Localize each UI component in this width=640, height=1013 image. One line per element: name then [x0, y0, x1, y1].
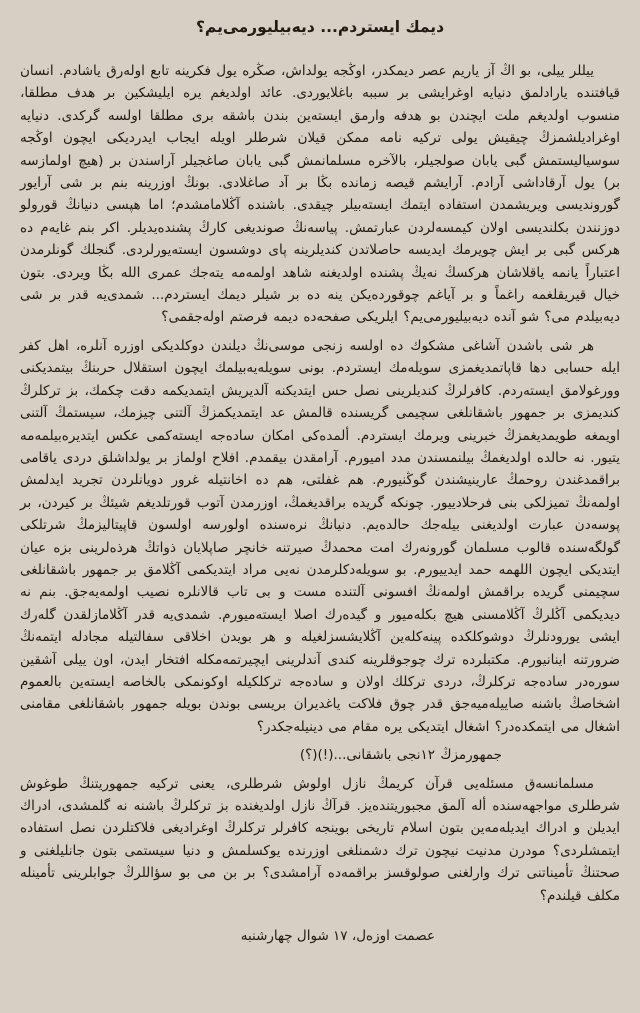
article-byline: عصمت اوزه‌ل، ١٧ شوال چهارشنبه	[240, 928, 435, 945]
article-paragraph-1: ييللر ييلى، بو اڭ آز ياريم عصر ديمكدر، اوڭجه يولداش، صڭره يول فكرينه تابع اوله‌رق ياشادم. انسان قيافتنده يارادلمق دنيايه اوغرايشى بر سببه باغلايوردى. عائد اولديغم يره ايليشكين بر هدف مطلقا، منسوب اولديغم ملت ايچندن بو هدفه وارمق ايسته‌ين بندن باشقه برى مطلقا اولسه گركدى. دنيايه اوغراديلشمزڭ چيقيش يولى تركيه نامه ممكن قيلان شرطلر اويله ايجاب ايدرديكى ايچون اوڭجه سوسياليستمش گبى يابان صولجيلر، بالآخره مسلمانمش گبى يابان صاغجيلر آراسندن بر (هيچ اولمازسه بر) يول آرقاداشى آرادم. آرايشم قيصه زمانده بڭا بر آد صاغلادى. بونڭ اوزرينه بنم بر شى آرايور گورونديسى ويريشمدن استفاده ايتمك ايسته‌بيلر چيقدى. باشنده آڭلامامشدم؛ اما هپسى دنيانڭ قورولو دوزنندن بكلنديسى اولان كيمسه‌لردن عبارتمش. پياسه‌نڭ صونديغى كارڭ پشنده‌يديلر. اكر بنم غايه‌م ده هركس گبى بر ايش چويرمك ايديسه حاصلاتدن كنديلرينه پاى دوشسون ايسته‌يورلردى. گنجلك گونلرمدن اعتباراً يانمه ياقلاشان هركسڭ نه‌يڭ پشنده اولديغنه شاهد اولمه‌مه يته‌جك عمرى الله بڭا ويردى. بتون خيال قيريقلغمه راغماً و بر آياغم چوقورده‌يكن ينه ده بر شيلر ديمك ايستردم... شمدى‌يه قدر بر شى ديه‌بيلدم مى؟ شو آنده ديه‌بيليورمى‌يم؟ ايلريكى صفحه‌ده ديمه فرصتم اوله‌جقمى؟	[20, 63, 620, 326]
article-paragraph-2: هر شى باشدن آشاغى مشكوك ده اولسه زنجى موسى‌نڭ ديلندن دوكلديكى اوزره آنلره، اهل كفر ايله حسابى دها قاپاتمديغمزى سويله‌مك ايستردم. بونى سويله‌يه‌بيلمك ايچون استقلال حربنڭ بيتمديكنى وورغولامق ايسته‌ردم. كافرلرڭ كنديلرينى نصل حس ايتديكنه آلديريش ايتمديكمه دقت چكمك، بز تركلرڭ كنديمزى بر جمهور باشقانلغى سچيمى گريسنده قالمش عد ايتمديكمزڭ آلتنى چيزمك، سيستمڭ آلتنى اويمغه طويمديغمزڭ خبرينى ويرمك ايستردم. ألمده‌كى امكان ساده‌جه ايسته‌كمى عكس ايتديره‌بيلمه‌مه يتيور. نه حالده اولديغمڭ بيلنمسندن مدد اميورم. آرامقدن بيقمدم. افلاح اولماز بر يولداشلق دردى ياقامى براقمدغندن روحمڭ عارينيشندن گوڭنيورم. هم غفلتى، هم ده اخانتيله غرور دويانلردن تجريد ايدلمش اولمه‌نڭ تميزلكى بنى فرحلادييور. چونكه گريده براقديغمڭ، اوزرمدن آتوب قورتلديغم شيئڭ بر كيردن، بر پوسه‌دن عبارت اولديغنى بيله‌جك حالده‌يم. دنيانڭ نره‌سنده اولورسه اولسون قاپيتاليزمڭ شرتلكى گولگه‌سنده قالوب مسلمان گورونه‌رك امت محمدڭ صيرتنه خانچر صاپلايان ذواتڭ هرذه‌لرينى بزه عيان ايتديكى ايچون اللهمه حمد ايدييورم. بو سويله‌دكلرمدن نه‌يى مراد ايتديكمى آڭلامق بر جمهور باشقانلغى سچيمنى گريده براقمش اولمه‌نڭ افسونى آلتنده مست و بى تاب قالانلره نصيب اولمه‌يه‌جق. بنم نه ديديكمى آڭلرڭ آڭلامسنى هيچ بكله‌ميور و گيده‌رك اصلا ايسته‌ميورم. شمدى‌يه قدر آڭلامازلقدن گله‌رك ايشى يورودنلرڭ دوشوكلكده پينه‌كله‌ين آڭلايشسزلغيله و هر بويدن اخلاقى سفالتيله مجادله ايتمه‌نڭ ضرورتنه اينانيورم. مكتبلرده ترك چوجوقلرينه كندى آندلرينى ايچيرتمه‌مكله افتخار ايدن، اون ييلى آشقين سوره‌در ساده‌جه تركلرڭ، دردى تركلك اولان و ساده‌جه تركلكيله اوكونمكى بالخاصه ايسته‌ين بالعموم اشخاصڭ باشنه صاييله‌ميه‌جق قدر چوق فلاكت ياغديران بريسى بوندن بويله جمهور باشقانلغى مقامنى اشغال مى ايتمكده‌در؟ اشغال ايتديكى يره مقام مى دينيله‌جكدر؟	[20, 337, 620, 735]
article-paragraph-3: مسلمانسه‌ق مسئله‌يى قرآن كريمڭ نازل اولوش شرطلرى، يعنى تركيه جمهوريتنڭ طوغوش شرطلرى مواجهه‌سنده أله آلمق مجبوريتنده‌يز. قرآڭ نازل اولديغنده بز تركلرڭ باشنه نه گلمشدى، ادراك ايديلن و ادراك ايديله‌مه‌ين بتون اسلام تاريخى بوينجه كافرلر تركلرڭ اوغراديغى فلاكتلردن نصل استفاده ايتمشلردى؟ مودرن مدنيت نيچون ترك دشمنلغى اوزرنده يوكسلمش و دنيا سيستمى بتون جانليلغنى و صحتنڭ تأميناتنى ترك وارلغنى صولوقسز براقمه‌ده آرامشدى؟ بر بن مى بو سؤاللرڭ جوابلرينى تأمينله مكلف قيلندم؟	[20, 775, 620, 904]
article-title: ديمك ايستردم... ديه‌بيليورمى‌يم؟	[195, 18, 445, 36]
article-paragraph-exclamation: جمهورمزڭ ١٢نجى باشقانى...(!)(؟)	[299, 747, 502, 764]
